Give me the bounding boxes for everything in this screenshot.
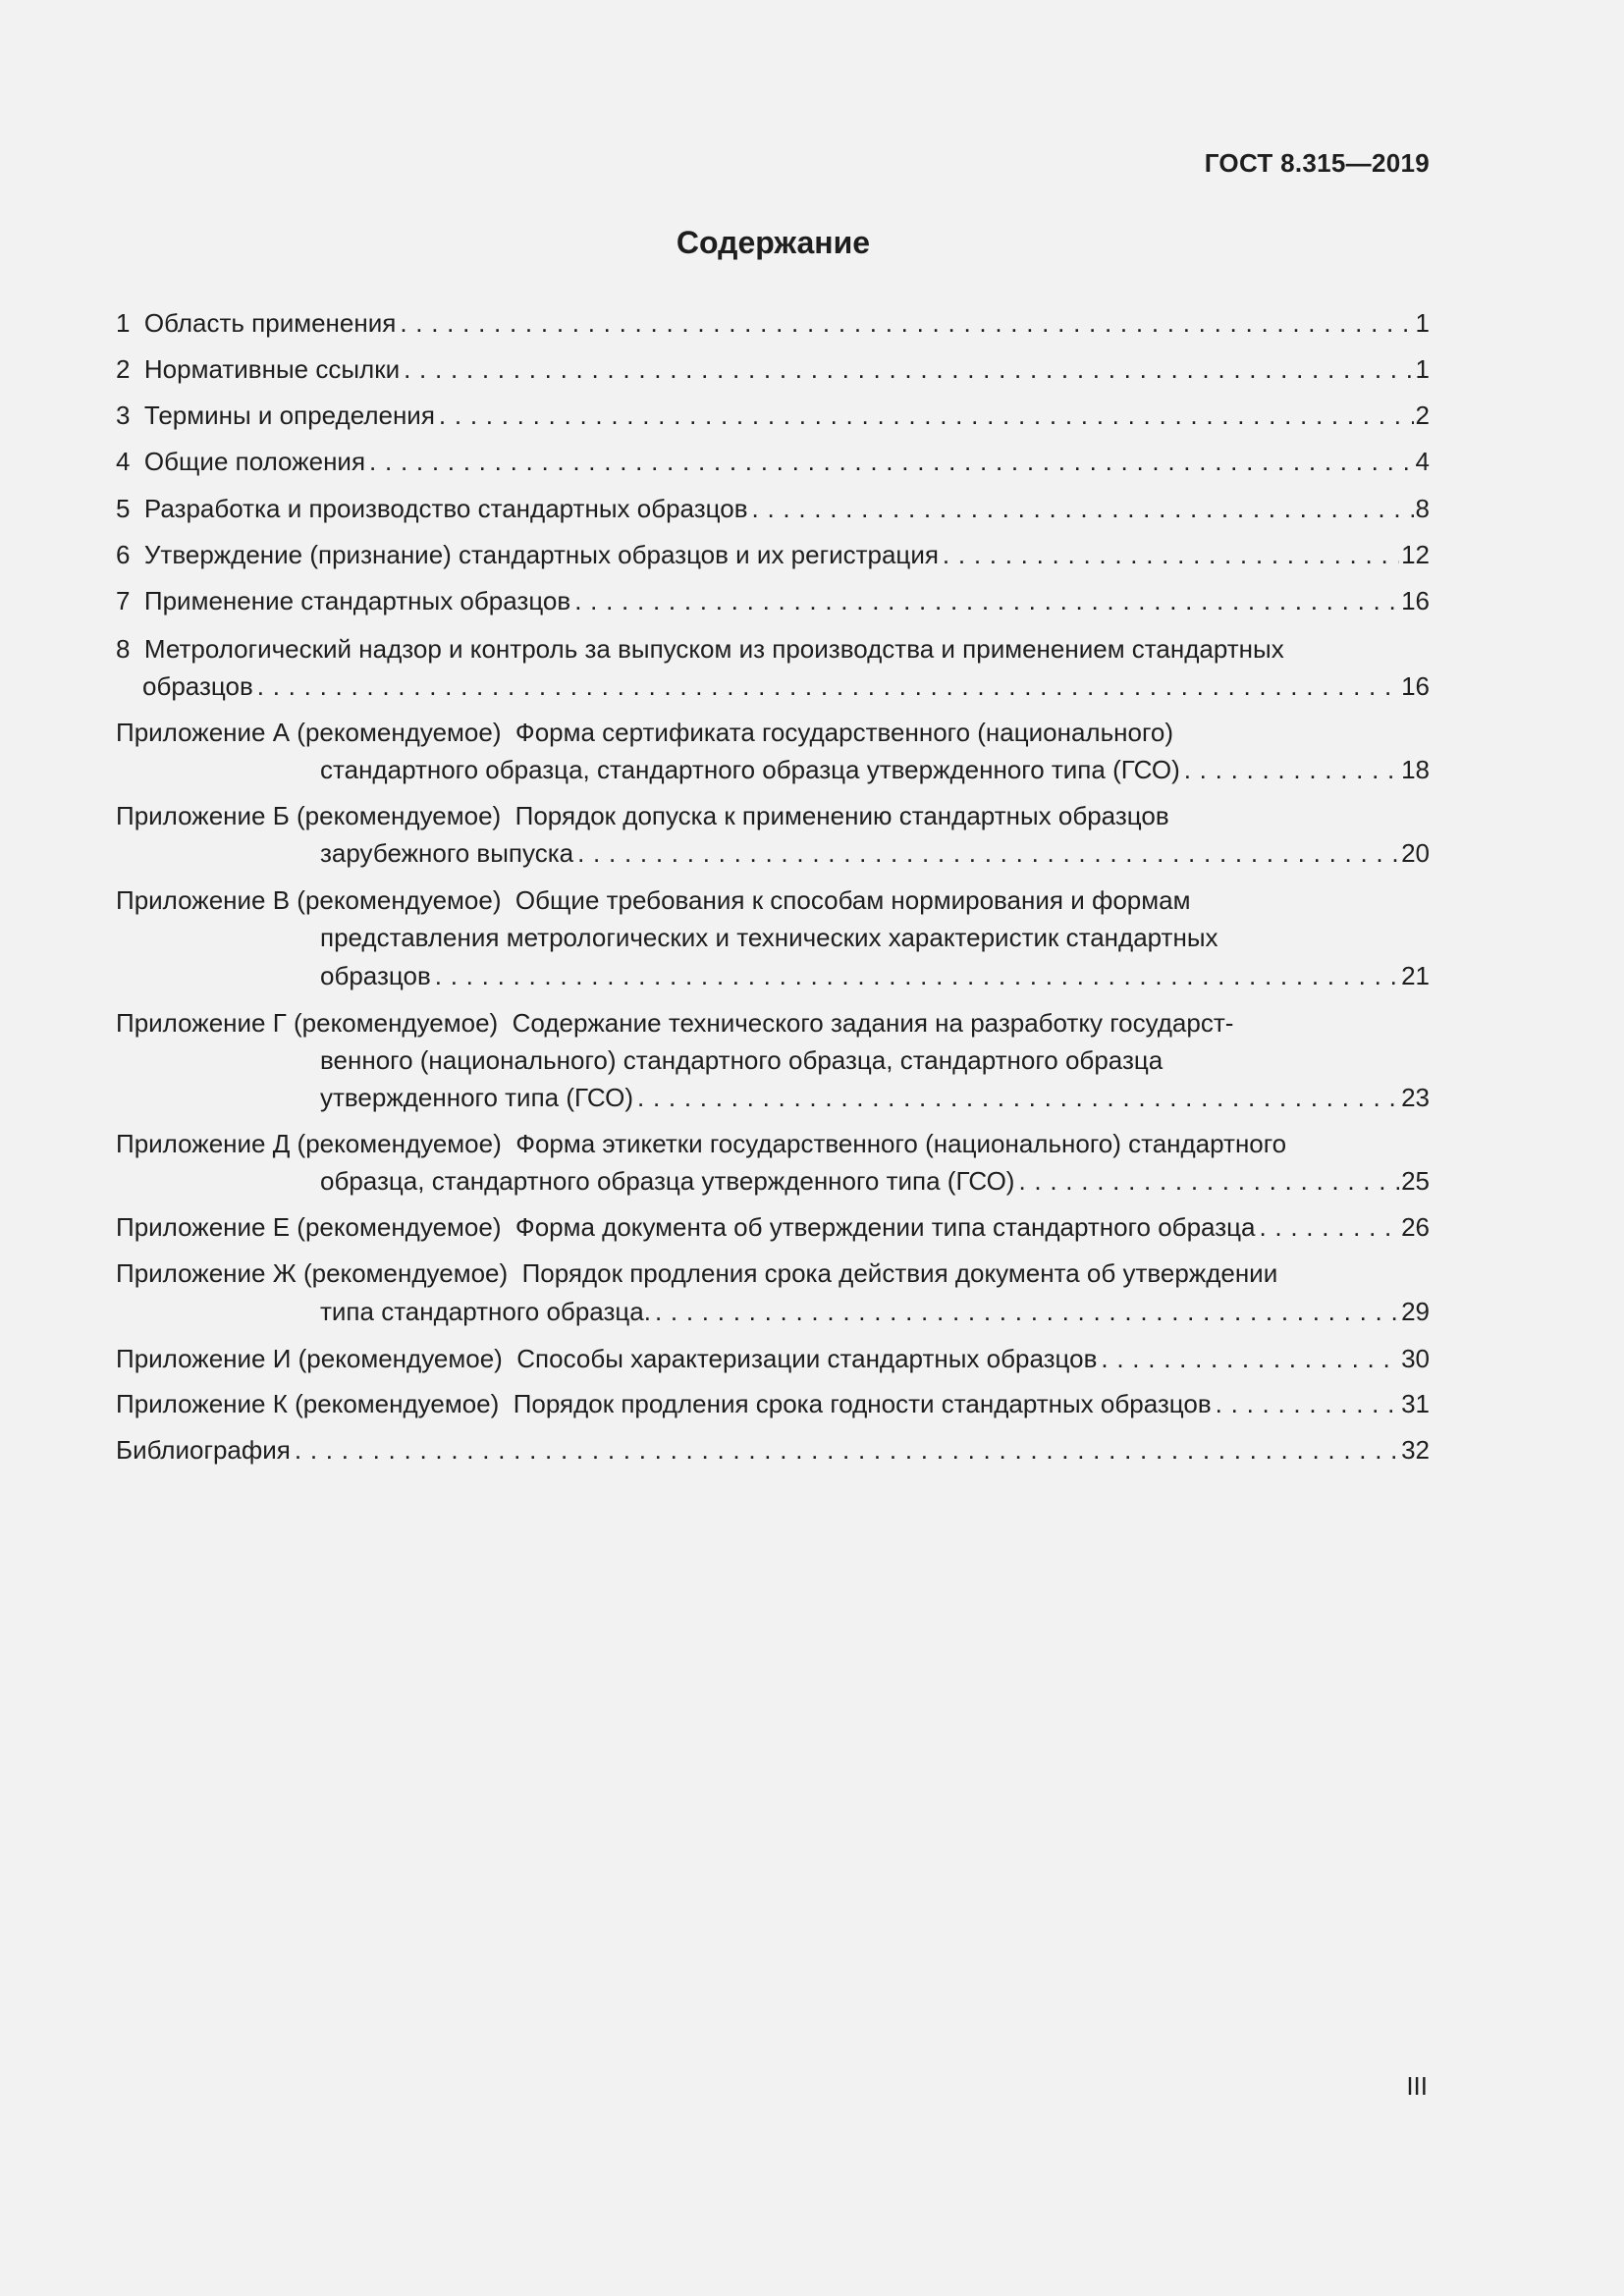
toc-page-number: 21 bbox=[1401, 961, 1430, 990]
dot-leader bbox=[295, 1431, 1399, 1468]
toc-entry-line[interactable] bbox=[116, 751, 1430, 788]
toc-entry-text: 7 Применение стандартных образцов bbox=[116, 586, 571, 615]
toc-entry-text: 2 Нормативные ссылки bbox=[116, 354, 401, 384]
toc-entry-text: Приложение И (рекомендуемое) Способы характеризации стандартных образцов bbox=[116, 1344, 1098, 1373]
toc-entry-text: утвержденного типа (ГСО) bbox=[320, 1083, 633, 1112]
toc-entry-text: Приложение Ж (рекомендуемое) Порядок продления срока действия документа об утверждении bbox=[116, 1258, 1278, 1288]
dot-leader bbox=[1101, 1340, 1399, 1377]
toc-entry-line[interactable] bbox=[116, 1079, 1430, 1116]
dot-leader bbox=[369, 443, 1413, 480]
toc-entry-text: 1 Область применения bbox=[116, 308, 397, 338]
dot-leader bbox=[257, 667, 1399, 705]
toc-page-number: 4 bbox=[1415, 447, 1430, 476]
toc-entry-text: образцов bbox=[320, 961, 431, 990]
toc-entry-text: 8 Метрологический надзор и контроль за выпуском из производства и применением стандартных bbox=[116, 634, 1284, 664]
dot-leader bbox=[400, 304, 1413, 342]
toc-entry-line[interactable] bbox=[116, 1208, 1430, 1246]
toc-entry-text: стандартного образца, стандартного образца утвержденного типа (ГСО) bbox=[320, 755, 1180, 784]
document-id: ГОСТ 8.315—2019 bbox=[1204, 148, 1430, 178]
toc-entry-text: зарубежного выпуска bbox=[320, 838, 574, 868]
toc-entry-text: представления метрологических и технических характеристик стандартных bbox=[320, 923, 1218, 952]
page-number: III bbox=[1406, 2071, 1428, 2101]
toc-entry-line[interactable] bbox=[116, 582, 1430, 619]
toc-entry-line[interactable] bbox=[116, 1125, 1430, 1162]
dot-leader bbox=[943, 536, 1399, 573]
toc-entry-line[interactable] bbox=[116, 630, 1430, 667]
toc-entry-text: Приложение Г (рекомендуемое) Содержание технического задания на разработку государст- bbox=[116, 1008, 1234, 1038]
dot-leader bbox=[1259, 1208, 1399, 1246]
toc-page-number: 29 bbox=[1401, 1297, 1430, 1326]
toc-page-number: 31 bbox=[1401, 1389, 1430, 1418]
toc-entry-text: венного (национального) стандартного образца, стандартного образца bbox=[320, 1045, 1164, 1075]
toc-page-number: 2 bbox=[1415, 400, 1430, 430]
toc-entry-line[interactable] bbox=[116, 667, 1430, 705]
toc-page-number: 12 bbox=[1401, 540, 1430, 569]
toc-entry-line[interactable] bbox=[116, 536, 1430, 573]
toc-entry-line[interactable] bbox=[116, 834, 1430, 872]
toc-entry-line[interactable] bbox=[116, 714, 1430, 751]
toc-page-number: 8 bbox=[1415, 494, 1430, 523]
toc-entry-text: 4 Общие положения bbox=[116, 447, 366, 476]
page-title: Содержание bbox=[676, 225, 871, 260]
toc-entry-text: Приложение В (рекомендуемое) Общие требования к способам нормирования и формам bbox=[116, 885, 1191, 915]
dot-leader bbox=[404, 350, 1413, 388]
toc-entry-line[interactable] bbox=[116, 1041, 1430, 1079]
dot-leader bbox=[574, 582, 1399, 619]
toc-entry-text: Приложение Е (рекомендуемое) Форма документа об утверждении типа стандартного образца bbox=[116, 1212, 1256, 1242]
dot-leader bbox=[1216, 1385, 1399, 1422]
toc-page-number: 25 bbox=[1401, 1166, 1430, 1196]
toc-entry-line[interactable] bbox=[116, 1340, 1430, 1377]
toc-page-number: 16 bbox=[1401, 586, 1430, 615]
toc-entry-text: 3 Термины и определения bbox=[116, 400, 435, 430]
toc-entry-line[interactable] bbox=[116, 1293, 1430, 1330]
toc-entry-line[interactable] bbox=[116, 490, 1430, 527]
toc-entry-text: Приложение А (рекомендуемое) Форма сертификата государственного (национального) bbox=[116, 718, 1173, 747]
dot-leader bbox=[439, 397, 1414, 434]
toc-entry-text: 5 Разработка и производство стандартных образцов bbox=[116, 494, 748, 523]
toc-entry-text: образца, стандартного образца утвержденного типа (ГСО) bbox=[320, 1166, 1015, 1196]
toc-page-number: 20 bbox=[1401, 838, 1430, 868]
toc-entry-text: Библиография bbox=[116, 1435, 291, 1465]
toc-page-number: 18 bbox=[1401, 755, 1430, 784]
toc-page-number: 26 bbox=[1401, 1212, 1430, 1242]
toc-entry-line[interactable] bbox=[116, 797, 1430, 834]
toc-page-number: 23 bbox=[1401, 1083, 1430, 1112]
toc-entry-line[interactable] bbox=[116, 443, 1430, 480]
toc-entry-line[interactable] bbox=[116, 304, 1430, 342]
dot-leader bbox=[577, 834, 1399, 872]
dot-leader bbox=[655, 1293, 1399, 1330]
toc-page-number: 1 bbox=[1415, 354, 1430, 384]
dot-leader bbox=[1018, 1162, 1399, 1200]
toc-page-number: 30 bbox=[1401, 1344, 1430, 1373]
toc-entry-text: 6 Утверждение (признание) стандартных образцов и их регистрация bbox=[116, 540, 939, 569]
toc-page-number: 32 bbox=[1401, 1435, 1430, 1465]
toc-entry-line[interactable] bbox=[116, 1385, 1430, 1422]
toc-entry-line[interactable] bbox=[116, 1431, 1430, 1468]
toc-page-number: 1 bbox=[1415, 308, 1430, 338]
toc-entry-line[interactable] bbox=[116, 1162, 1430, 1200]
toc-entry-line[interactable] bbox=[116, 397, 1430, 434]
toc-page-number: 16 bbox=[1401, 671, 1430, 701]
dot-leader bbox=[1184, 751, 1399, 788]
toc-entry-text: Приложение К (рекомендуемое) Порядок продления срока годности стандартных образцов bbox=[116, 1389, 1212, 1418]
toc-entry-line[interactable] bbox=[116, 1255, 1430, 1292]
toc-entry-text: Приложение Д (рекомендуемое) Форма этикетки государственного (национального) стандартного bbox=[116, 1129, 1287, 1158]
toc-entry-text: типа стандартного образца. bbox=[320, 1297, 651, 1326]
toc-entry-text: образцов bbox=[142, 671, 253, 701]
toc-entry-line[interactable] bbox=[116, 350, 1430, 388]
dot-leader bbox=[752, 490, 1414, 527]
toc-entry-line[interactable] bbox=[116, 1004, 1430, 1041]
toc-entry-line[interactable] bbox=[116, 957, 1430, 994]
dot-leader bbox=[637, 1079, 1399, 1116]
toc-entry-text: Приложение Б (рекомендуемое) Порядок допуска к применению стандартных образцов bbox=[116, 801, 1169, 830]
toc-entry-line[interactable] bbox=[116, 919, 1430, 956]
toc-entry-line[interactable] bbox=[116, 881, 1430, 919]
dot-leader bbox=[435, 957, 1399, 994]
